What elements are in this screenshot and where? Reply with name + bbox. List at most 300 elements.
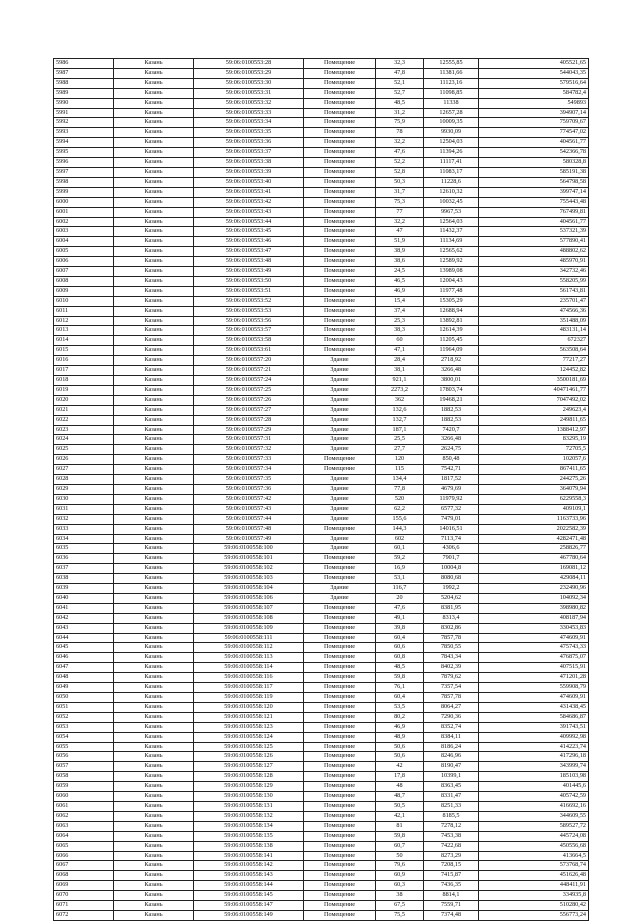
cadastral-value-cell: 483131,14 [479,326,589,336]
unit-value-cell: 1882,53 [424,405,479,415]
cadastral-value-cell: 474566,36 [479,306,589,316]
row-number-cell: 5991 [54,108,114,118]
cadastral-number-cell: 59:06:0100558:125 [194,742,304,752]
table-row [54,247,589,257]
area-cell: 46,5 [376,276,424,286]
city-cell: Казань [114,484,194,494]
area-cell: 38 [376,891,424,901]
row-number-cell: 6065 [54,841,114,851]
row-number-cell: 6018 [54,376,114,386]
row-number-cell: 6034 [54,534,114,544]
area-cell: 602 [376,534,424,544]
cadastral-number-cell: 59:06:0100558:103 [194,574,304,584]
object-type-cell: Помещение [304,712,376,722]
city-cell: Казань [114,376,194,386]
unit-value-cell: 11964,09 [424,346,479,356]
cadastral-value-cell: 185103,98 [479,772,589,782]
city-cell: Казань [114,574,194,584]
city-cell: Казань [114,593,194,603]
table-row [54,772,589,782]
unit-value-cell: 7415,87 [424,871,479,881]
city-cell: Казань [114,385,194,395]
object-type-cell: Помещение [304,831,376,841]
cadastral-number-cell: 59:06:0100558:111 [194,633,304,643]
row-number-cell: 6025 [54,445,114,455]
cadastral-number-cell: 59:06:0100553:45 [194,227,304,237]
area-cell: 48,5 [376,663,424,673]
cadastral-value-cell: 585191,38 [479,167,589,177]
cadastral-value-cell: 451626,48 [479,871,589,881]
unit-value-cell: 1882,53 [424,415,479,425]
unit-value-cell: 7857,78 [424,633,479,643]
cadastral-number-cell: 59:06:0100553:41 [194,187,304,197]
object-type-cell: Помещение [304,247,376,257]
row-number-cell: 6011 [54,306,114,316]
object-type-cell: Помещение [304,68,376,78]
table-row [54,108,589,118]
table-row [54,356,589,366]
city-cell: Казань [114,395,194,405]
table-row [54,78,589,88]
row-number-cell: 6062 [54,811,114,821]
area-cell: 60,8 [376,653,424,663]
area-cell: 37,4 [376,306,424,316]
table-row [54,712,589,722]
cadastral-value-cell: 330453,83 [479,623,589,633]
area-cell: 50 [376,851,424,861]
object-type-cell: Здание [304,405,376,415]
cadastral-number-cell: 59:06:0100553:51 [194,286,304,296]
city-cell: Казань [114,148,194,158]
cadastral-value-cell: 416692,16 [479,801,589,811]
area-cell: 132,6 [376,405,424,415]
cadastral-number-cell: 59:06:0100557:48 [194,524,304,534]
cadastral-value-cell: 399747,14 [479,187,589,197]
cadastral-number-cell: 59:06:0100558:117 [194,683,304,693]
table-row [54,722,589,732]
cadastral-value-cell: 413664,5 [479,851,589,861]
object-type-cell: Помещение [304,851,376,861]
unit-value-cell: 3266,48 [424,435,479,445]
cadastral-value-cell: 409109,1 [479,504,589,514]
cadastral-number-cell: 59:06:0100558:134 [194,821,304,831]
cadastral-value-cell: 542366,78 [479,148,589,158]
cadastral-value-cell: 774547,02 [479,128,589,138]
table-row [54,455,589,465]
table-row [54,504,589,514]
row-number-cell: 6057 [54,762,114,772]
cadastral-number-cell: 59:06:0100553:53 [194,306,304,316]
area-cell: 25,5 [376,435,424,445]
cadastral-value-cell: 1388412,97 [479,425,589,435]
city-cell: Казань [114,613,194,623]
row-number-cell: 5996 [54,158,114,168]
city-cell: Казань [114,673,194,683]
table-row [54,811,589,821]
area-cell: 362 [376,395,424,405]
cadastral-number-cell: 59:06:0100558:120 [194,702,304,712]
object-type-cell: Помещение [304,564,376,574]
cadastral-value-cell: 431438,45 [479,702,589,712]
cadastral-value-cell: 474609,91 [479,633,589,643]
object-type-cell: Помещение [304,762,376,772]
table-row [54,316,589,326]
unit-value-cell: 12565,62 [424,247,479,257]
cadastral-value-cell: 485970,91 [479,257,589,267]
cadastral-number-cell: 59:06:0100553:39 [194,167,304,177]
table-row [54,831,589,841]
area-cell: 60,1 [376,544,424,554]
table-row [54,445,589,455]
unit-value-cell: 10032,45 [424,197,479,207]
area-cell: 116,7 [376,584,424,594]
object-type-cell: Здание [304,514,376,524]
table-row [54,910,589,920]
unit-value-cell: 11083,17 [424,167,479,177]
table-row [54,187,589,197]
cadastral-number-cell: 59:06:0100553:37 [194,148,304,158]
unit-value-cell: 8273,29 [424,851,479,861]
object-type-cell: Здание [304,395,376,405]
object-type-cell: Помещение [304,603,376,613]
row-number-cell: 6060 [54,792,114,802]
row-number-cell: 6051 [54,702,114,712]
unit-value-cell: 7901,7 [424,554,479,564]
cadastral-number-cell: 59:06:0100557:43 [194,504,304,514]
table-row [54,425,589,435]
cadastral-number-cell: 59:06:0100553:46 [194,237,304,247]
city-cell: Казань [114,306,194,316]
object-type-cell: Помещение [304,722,376,732]
cadastral-value-cell: 556773,24 [479,910,589,920]
object-type-cell: Здание [304,484,376,494]
area-cell: 67,5 [376,901,424,911]
area-cell: 60,6 [376,643,424,653]
object-type-cell: Помещение [304,891,376,901]
cadastral-number-cell: 59:06:0100557:29 [194,425,304,435]
table-row [54,792,589,802]
table-row [54,821,589,831]
table-row [54,643,589,653]
cadastral-number-cell: 59:06:0100553:44 [194,217,304,227]
city-cell: Казань [114,910,194,920]
table-row [54,752,589,762]
unit-value-cell: 17803,74 [424,385,479,395]
table-row [54,732,589,742]
area-cell: 187,1 [376,425,424,435]
cadastral-number-cell: 59:06:0100557:49 [194,534,304,544]
city-cell: Казань [114,257,194,267]
object-type-cell: Помещение [304,108,376,118]
city-cell: Казань [114,286,194,296]
area-cell: 50,5 [376,801,424,811]
object-type-cell: Здание [304,534,376,544]
city-cell: Казань [114,851,194,861]
cadastral-number-cell: 59:06:0100553:47 [194,247,304,257]
table-row [54,693,589,703]
row-number-cell: 6033 [54,524,114,534]
object-type-cell: Помещение [304,554,376,564]
cadastral-value-cell: 488802,62 [479,247,589,257]
cadastral-number-cell: 59:06:0100553:43 [194,207,304,217]
unit-value-cell: 8402,39 [424,663,479,673]
object-type-cell: Помещение [304,148,376,158]
city-cell: Казань [114,197,194,207]
city-cell: Казань [114,514,194,524]
table-row [54,177,589,187]
unit-value-cell: 7843,34 [424,653,479,663]
table-row [54,435,589,445]
cadastral-number-cell: 59:06:0100558:129 [194,782,304,792]
object-type-cell: Помещение [304,910,376,920]
cadastral-value-cell: 767499,81 [479,207,589,217]
row-number-cell: 6009 [54,286,114,296]
unit-value-cell: 12614,39 [424,326,479,336]
cadastral-value-cell: 563508,64 [479,346,589,356]
unit-value-cell: 14016,51 [424,524,479,534]
row-number-cell: 6041 [54,603,114,613]
table-row [54,405,589,415]
area-cell: 49,1 [376,613,424,623]
cadastral-value-cell: 564798,58 [479,177,589,187]
cadastral-value-cell: 549893 [479,98,589,108]
cadastral-number-cell: 59:06:0100557:28 [194,415,304,425]
table-row [54,326,589,336]
city-cell: Казань [114,167,194,177]
object-type-cell: Помещение [304,78,376,88]
table-row [54,574,589,584]
object-type-cell: Помещение [304,197,376,207]
area-cell: 32,2 [376,217,424,227]
cadastral-value-cell: 559908,79 [479,683,589,693]
area-cell: 16,9 [376,564,424,574]
row-number-cell: 6005 [54,247,114,257]
cadastral-value-cell: 398980,82 [479,603,589,613]
table-row [54,871,589,881]
area-cell: 52,2 [376,158,424,168]
table-row [54,267,589,277]
cadastral-number-cell: 59:06:0100553:35 [194,128,304,138]
unit-value-cell: 7278,12 [424,821,479,831]
row-number-cell: 6056 [54,752,114,762]
cadastral-number-cell: 59:06:0100557:21 [194,366,304,376]
object-type-cell: Здание [304,544,376,554]
cadastral-value-cell: 404561,77 [479,217,589,227]
unit-value-cell: 7559,71 [424,901,479,911]
unit-value-cell: 2624,75 [424,445,479,455]
cadastral-number-cell: 59:06:0100553:31 [194,88,304,98]
table-row [54,544,589,554]
object-type-cell: Помещение [304,861,376,871]
object-type-cell: Помещение [304,207,376,217]
city-cell: Казань [114,356,194,366]
object-type-cell: Помещение [304,217,376,227]
area-cell: 48 [376,782,424,792]
unit-value-cell: 4679,69 [424,484,479,494]
row-number-cell: 6010 [54,296,114,306]
city-cell: Казань [114,326,194,336]
row-number-cell: 6042 [54,613,114,623]
object-type-cell: Помещение [304,138,376,148]
row-number-cell: 6071 [54,901,114,911]
row-number-cell: 6027 [54,465,114,475]
unit-value-cell: 1992,2 [424,584,479,594]
area-cell: 62,2 [376,504,424,514]
city-cell: Казань [114,108,194,118]
area-cell: 77 [376,207,424,217]
object-type-cell: Помещение [304,237,376,247]
object-type-cell: Помещение [304,158,376,168]
cadastral-value-cell: 404561,77 [479,138,589,148]
unit-value-cell: 7542,71 [424,465,479,475]
area-cell: 60 [376,336,424,346]
area-cell: 75,9 [376,118,424,128]
object-type-cell: Здание [304,356,376,366]
area-cell: 52,7 [376,88,424,98]
area-cell: 32,3 [376,59,424,69]
city-cell: Казань [114,534,194,544]
city-cell: Казань [114,187,194,197]
object-type-cell: Помещение [304,663,376,673]
cadastral-number-cell: 59:06:0100553:50 [194,276,304,286]
area-cell: 47,8 [376,68,424,78]
cadastral-number-cell: 59:06:0100553:48 [194,257,304,267]
cadastral-value-cell: 445724,08 [479,831,589,841]
table-row [54,167,589,177]
table-row [54,683,589,693]
cadastral-number-cell: 59:06:0100557:26 [194,395,304,405]
area-cell: 80,2 [376,712,424,722]
unit-value-cell: 8251,33 [424,801,479,811]
city-cell: Казань [114,425,194,435]
city-cell: Казань [114,296,194,306]
row-number-cell: 6032 [54,514,114,524]
cadastral-value-cell: 579516,64 [479,78,589,88]
object-type-cell: Помещение [304,702,376,712]
cadastral-number-cell: 59:06:0100558:128 [194,772,304,782]
unit-value-cell: 13892,81 [424,316,479,326]
row-number-cell: 6049 [54,683,114,693]
city-cell: Казань [114,821,194,831]
area-cell: 28,4 [376,356,424,366]
unit-value-cell: 10004,8 [424,564,479,574]
cadastral-value-cell: 429084,11 [479,574,589,584]
row-number-cell: 5993 [54,128,114,138]
unit-value-cell: 4306,6 [424,544,479,554]
row-number-cell: 6070 [54,891,114,901]
row-number-cell: 5990 [54,98,114,108]
cadastral-value-cell: 407515,91 [479,663,589,673]
cadastral-value-cell: 77217,27 [479,356,589,366]
cadastral-number-cell: 59:06:0100558:107 [194,603,304,613]
row-number-cell: 6061 [54,801,114,811]
unit-value-cell: 12657,28 [424,108,479,118]
city-cell: Казань [114,564,194,574]
city-cell: Казань [114,693,194,703]
cadastral-value-cell: 448411,91 [479,881,589,891]
area-cell: 47 [376,227,424,237]
table-row [54,782,589,792]
cadastral-number-cell: 59:06:0100557:35 [194,475,304,485]
cadastral-value-cell: 474609,91 [479,693,589,703]
object-type-cell: Помещение [304,306,376,316]
unit-value-cell: 7374,48 [424,910,479,920]
unit-value-cell: 10399,1 [424,772,479,782]
table-row [54,296,589,306]
cadastral-value-cell: 249623,4 [479,405,589,415]
area-cell: 81 [376,821,424,831]
table-row [54,524,589,534]
object-type-cell: Помещение [304,336,376,346]
object-type-cell: Помещение [304,901,376,911]
cadastral-value-cell: 249811,65 [479,415,589,425]
row-number-cell: 6072 [54,910,114,920]
table-row [54,891,589,901]
cadastral-number-cell: 59:06:0100553:58 [194,336,304,346]
cadastral-value-cell: 102057,6 [479,455,589,465]
unit-value-cell: 8384,11 [424,732,479,742]
cadastral-number-cell: 59:06:0100558:149 [194,910,304,920]
table-row [54,673,589,683]
cadastral-number-cell: 59:06:0100553:32 [194,98,304,108]
row-number-cell: 6043 [54,623,114,633]
object-type-cell: Помещение [304,455,376,465]
object-type-cell: Помещение [304,653,376,663]
cadastral-value-cell: 124452,82 [479,366,589,376]
city-cell: Казань [114,276,194,286]
object-type-cell: Здание [304,504,376,514]
cadastral-number-cell: 59:06:0100557:24 [194,376,304,386]
cadastral-number-cell: 59:06:0100557:36 [194,484,304,494]
object-type-cell: Помещение [304,257,376,267]
unit-value-cell: 12555,85 [424,59,479,69]
unit-value-cell: 12504,03 [424,138,479,148]
table-row [54,593,589,603]
cadastral-value-cell: 169081,12 [479,564,589,574]
city-cell: Казань [114,772,194,782]
cadastral-number-cell: 59:06:0100558:145 [194,891,304,901]
cadastral-value-cell: 544043,35 [479,68,589,78]
object-type-cell: Помещение [304,177,376,187]
object-type-cell: Здание [304,385,376,395]
object-type-cell: Здание [304,425,376,435]
area-cell: 59,8 [376,831,424,841]
city-cell: Казань [114,584,194,594]
row-number-cell: 6069 [54,881,114,891]
area-cell: 60,4 [376,693,424,703]
cadastral-number-cell: 59:06:0100558:138 [194,841,304,851]
row-number-cell: 6053 [54,722,114,732]
row-number-cell: 6047 [54,663,114,673]
area-cell: 39,8 [376,623,424,633]
object-type-cell: Помещение [304,316,376,326]
cadastral-number-cell: 59:06:0100558:143 [194,871,304,881]
city-cell: Казань [114,68,194,78]
cadastral-value-cell: 476875,07 [479,653,589,663]
object-type-cell: Помещение [304,871,376,881]
area-cell: 50,6 [376,752,424,762]
city-cell: Казань [114,366,194,376]
object-type-cell: Помещение [304,227,376,237]
object-type-cell: Помещение [304,267,376,277]
table-row [54,376,589,386]
city-cell: Казань [114,901,194,911]
table-row [54,554,589,564]
table-row [54,118,589,128]
area-cell: 59,8 [376,673,424,683]
row-number-cell: 5995 [54,148,114,158]
object-type-cell: Помещение [304,792,376,802]
